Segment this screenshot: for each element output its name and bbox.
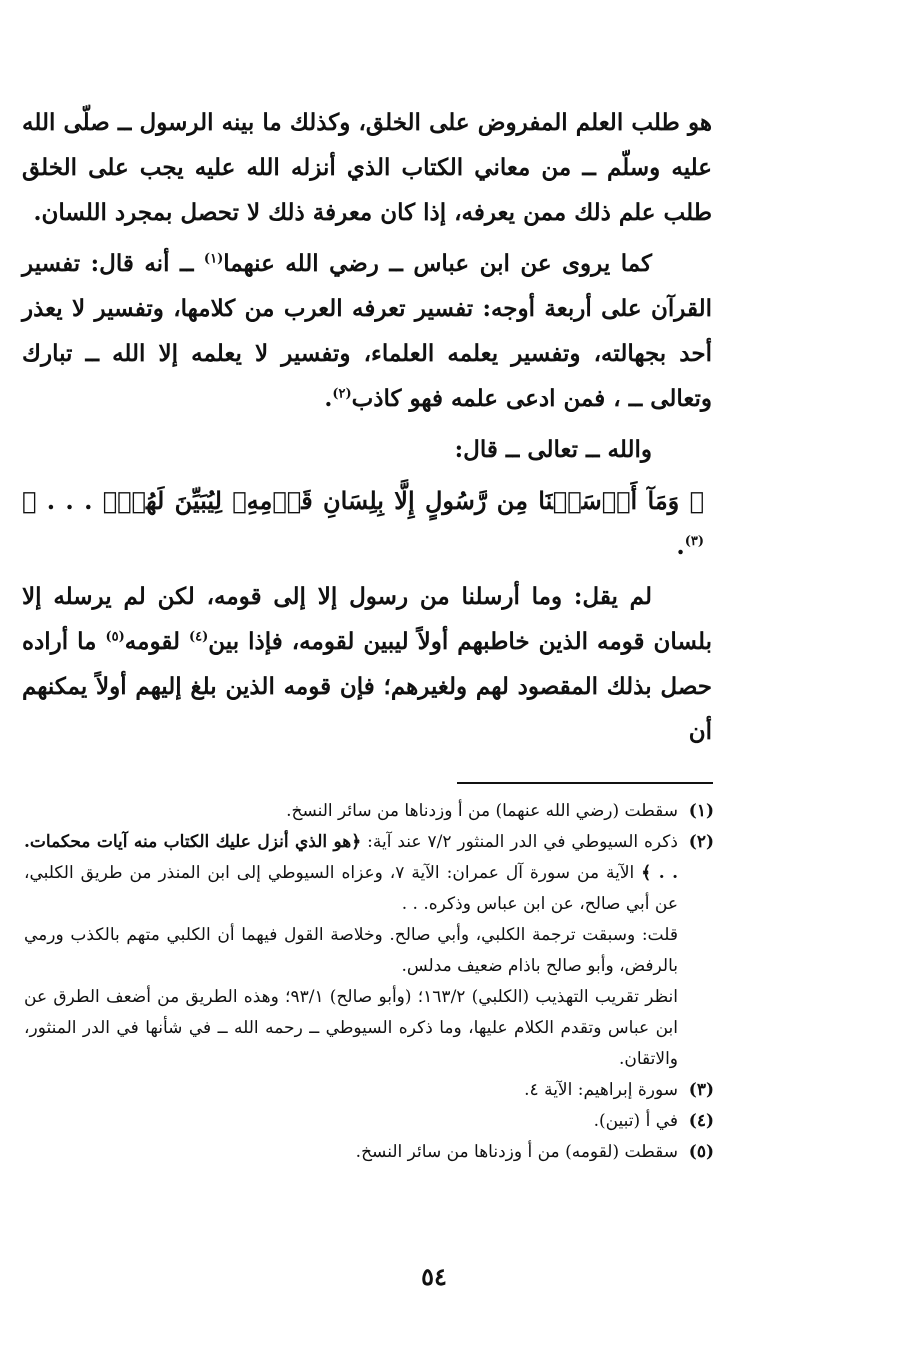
footnotes bbox=[24, 796, 714, 1168]
quran-quote bbox=[22, 478, 712, 568]
quote-end: . bbox=[676, 531, 685, 560]
footnote-ref-5[interactable]: (٥) bbox=[105, 629, 125, 645]
footnote-text bbox=[24, 827, 678, 1075]
paragraph-4 bbox=[22, 574, 712, 754]
footnote-3 bbox=[24, 1075, 714, 1106]
footnote-number: (٢) bbox=[688, 832, 714, 852]
paragraph-2-part-a: كما يروى عن ابن عباس ــ رضي الله عنهما bbox=[223, 250, 652, 277]
paragraph-1: هو طلب العلم المفروض على الخلق، وكذلك ما بينه الرسول ــ صلّى الله عليه وسلّم ــ من معاني الكتاب الذي أنزله الله عليه يجب على الخلق طلب علم ذلك ممن يعرفه، إذا كان معرفة ذلك لا تحصل بمجرد اللسان. bbox=[22, 109, 712, 226]
footnote-text: في أ (تبين). bbox=[593, 1111, 678, 1131]
footnote-number: (٣) bbox=[688, 1080, 714, 1100]
footnote-text: سورة إبراهيم: الآية ٤. bbox=[524, 1080, 678, 1100]
footnote-text: سقطت (لقومه) من أ وزدناها من سائر النسخ. bbox=[355, 1142, 678, 1162]
footnote-4 bbox=[24, 1106, 714, 1137]
footnote-ref-3[interactable]: (٣) bbox=[684, 534, 704, 549]
quran-verse: ﴿ وَمَآ أَرۡسَلۡنَا مِن رَّسُولٍ إِلَّا بِلِسَانِ قَوۡمِهِۦ لِيُبَيِّنَ لَهُمۡۖ . . . ﴾ bbox=[22, 486, 704, 515]
paragraph-4-part-c: ما أراده حصل بذلك المقصود لهم ولغيرهم؛ فإن قومه الذين بلغ إليهم أولاً يمكنهم أن bbox=[22, 628, 712, 745]
footnote-number: (٥) bbox=[688, 1142, 714, 1162]
footnote-2-part-a: ذكره السيوطي في الدر المنثور ٧/٢ عند آية: bbox=[361, 832, 678, 852]
paragraph-2-part-c: . bbox=[324, 385, 333, 412]
paragraph-2-part-b: ــ أنه قال: تفسير القرآن على أربعة أوجه: تفسير تعرفه العرب من كلامها، وتفسير لا يعذر أحد بجهالته، وتفسير يعلمه العلماء، وتفسير لا يعلمه إلا الله ــ تبارك وتعالى ــ ، فمن ادعى علمه فهو كاذب bbox=[22, 250, 712, 412]
footnote-2-part-d: انظر تقريب التهذيب (الكلبي) ١٦٣/٢؛ (وأبو صالح) ٩٣/١؛ وهذه الطريق من أضعف الطرق عن ابن عباس وتقدم الكلام عليها، وما ذكره السيوطي ــ رحمه الله ــ في شأنها في الدر المنثور، والاتقان. bbox=[24, 987, 678, 1069]
paragraph-4-part-b: لقومه bbox=[124, 628, 189, 655]
footnote-text: سقطت (رضي الله عنهما) من أ وزدناها من سائر النسخ. bbox=[286, 801, 678, 821]
footnote-number: (٤) bbox=[688, 1111, 714, 1131]
page-number: ٥٤ bbox=[421, 1262, 447, 1291]
footnote-1 bbox=[24, 796, 714, 827]
main-text bbox=[22, 100, 712, 760]
footnote-5 bbox=[24, 1137, 714, 1168]
footnote-2-part-c: قلت: وسبقت ترجمة الكلبي، وأبي صالح. وخلاصة القول فيهما أن الكلبي متهم بالكذب ورمي بالرفض، وأبو صالح باذام ضعيف مدلس. bbox=[24, 925, 678, 976]
paragraph-4-part-a: لم يقل: وما أرسلنا من رسول إلا إلى قومه، لكن لم يرسله إلا بلسان قومه الذين خاطبهم أولاً ليبين لقومه، فإذا بين bbox=[22, 583, 712, 655]
paragraph-3: والله ــ تعالى ــ قال: bbox=[454, 436, 652, 463]
footnote-2-part-b: الآية من سورة آل عمران: الآية ٧، وعزاه السيوطي إلى ابن المنذر من طريق الكلبي، عن أبي صالح، عن ابن عباس وذكره. . . bbox=[24, 863, 678, 914]
footnote-ref-2[interactable]: (٢) bbox=[332, 386, 352, 402]
footnote-ref-4[interactable]: (٤) bbox=[188, 629, 209, 645]
footnote-ref-1[interactable]: (١) bbox=[203, 251, 224, 267]
footnote-divider bbox=[457, 782, 713, 784]
footnote-number: (١) bbox=[688, 801, 714, 821]
paragraph-2 bbox=[22, 241, 712, 421]
footnote-2 bbox=[24, 827, 714, 1075]
footnote-2-verse: ﴿هو الذي أنزل عليك الكتاب منه آيات محكمات. . . ﴾ bbox=[24, 832, 679, 883]
